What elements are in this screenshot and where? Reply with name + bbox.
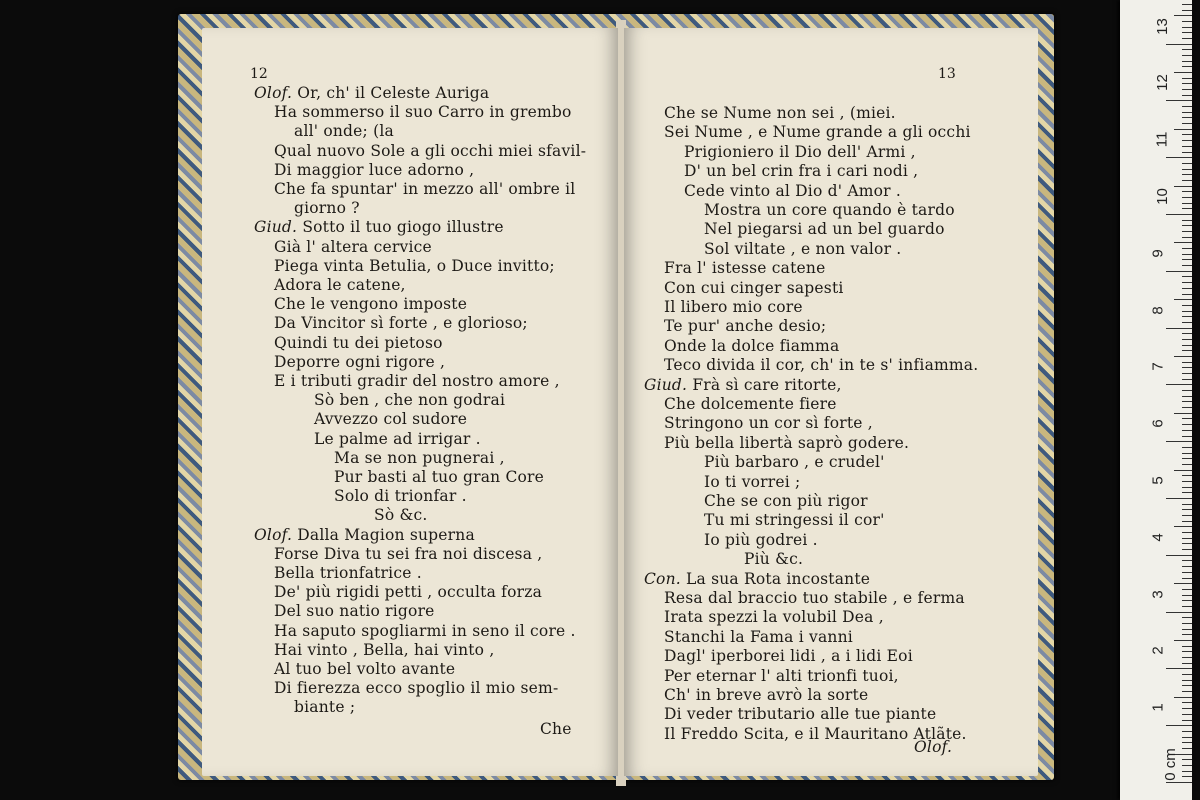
verse-text: Quindi tu dei pietoso xyxy=(274,333,443,352)
verse-text: Hai vinto , Bella, hai vinto , xyxy=(274,640,495,659)
ruler-tick xyxy=(1174,356,1192,357)
ruler-tick xyxy=(1166,384,1192,385)
ruler-tick xyxy=(1182,169,1192,170)
verse-text: Il Freddo Scita, e il Mauritano Atlãte. xyxy=(664,724,967,743)
ruler-tick xyxy=(1182,708,1192,709)
ruler-tick xyxy=(1182,123,1192,124)
ruler-tick xyxy=(1182,38,1192,39)
ruler-tick xyxy=(1166,157,1192,158)
text-line xyxy=(294,122,394,141)
ruler-tick xyxy=(1182,771,1192,772)
ruler-tick xyxy=(1182,600,1192,601)
ruler-tick xyxy=(1182,776,1192,777)
verse-text: Bella trionfatrice . xyxy=(274,564,422,582)
text-line xyxy=(334,468,544,487)
ruler-tick xyxy=(1182,691,1192,692)
ruler-tick xyxy=(1174,186,1192,187)
left-page xyxy=(202,28,618,776)
ruler-tick xyxy=(1174,470,1192,471)
ruler-tick xyxy=(1182,589,1192,590)
text-line xyxy=(644,376,842,395)
text-line xyxy=(664,279,844,298)
ruler-tick xyxy=(1166,555,1192,556)
text-line xyxy=(274,257,555,276)
text-line xyxy=(664,589,965,608)
catchword: Che xyxy=(540,720,572,738)
ruler-tick xyxy=(1182,464,1192,465)
ruler-tick xyxy=(1182,549,1192,550)
ruler-tick xyxy=(1182,685,1192,686)
ruler-label: 13 xyxy=(1153,17,1171,35)
ruler-label: 3 xyxy=(1149,589,1167,599)
ruler-tick xyxy=(1182,487,1192,488)
ruler-tick xyxy=(1182,407,1192,408)
ruler-tick xyxy=(1182,4,1192,5)
verse-text: Piega vinta Betulia, o Duce invitto; xyxy=(274,256,555,275)
text-line xyxy=(274,622,576,641)
ruler-tick xyxy=(1182,595,1192,596)
ruler-tick xyxy=(1174,583,1192,584)
ruler-tick xyxy=(1174,413,1192,414)
ruler-tick xyxy=(1182,316,1192,317)
ruler-tick xyxy=(1182,663,1192,664)
ruler-tick xyxy=(1182,424,1192,425)
measuring-ruler xyxy=(1120,0,1192,800)
text-line xyxy=(314,410,467,429)
text-line xyxy=(334,449,505,468)
verse-text: Nel piegarsi ad un bel guardo xyxy=(704,220,945,239)
text-line xyxy=(704,511,885,530)
ruler-tick xyxy=(1182,674,1192,675)
ruler-label: 1 xyxy=(1149,703,1167,712)
ruler-tick xyxy=(1182,333,1192,334)
verse-text: Adora le catene, xyxy=(274,276,406,294)
text-line xyxy=(704,201,955,220)
text-line xyxy=(704,453,885,472)
verse-text: Stringono un cor sì forte , xyxy=(664,414,873,433)
ruler-tick xyxy=(1166,725,1192,726)
ruler-tick xyxy=(1182,220,1192,221)
ruler-tick xyxy=(1166,100,1192,101)
verse-text: Che fa spuntar' in mezzo all' ombre il xyxy=(274,180,576,198)
ruler-tick xyxy=(1166,498,1192,499)
ruler-label: 5 xyxy=(1149,476,1167,485)
verse-text: D' un bel crin fra i cari nodi , xyxy=(684,162,919,181)
speaker-name: Giud. xyxy=(254,218,303,237)
verse-text: Che dolcemente fiere xyxy=(664,395,837,413)
verse-text: Cede vinto al Dio d' Amor . xyxy=(684,181,902,200)
ruler-tick xyxy=(1182,32,1192,33)
text-line xyxy=(274,334,443,353)
ruler-tick xyxy=(1166,44,1192,45)
ruler-tick xyxy=(1182,390,1192,391)
ruler-tick xyxy=(1182,379,1192,380)
ruler-tick xyxy=(1182,339,1192,340)
ruler-tick xyxy=(1182,55,1192,56)
verse-text: Le palme ad irrigar . xyxy=(314,429,481,448)
ruler-tick xyxy=(1182,237,1192,238)
ruler-tick xyxy=(1182,759,1192,760)
verse-text: Teco divida il cor, ch' in te s' infiamma. xyxy=(664,356,979,375)
ruler-label: 0 cm xyxy=(1161,748,1179,781)
ruler-tick xyxy=(1182,362,1192,363)
ruler-tick xyxy=(1182,66,1192,67)
ruler-tick xyxy=(1182,578,1192,579)
verse-text: Onde la dolce fiamma xyxy=(664,336,840,355)
ruler-label: 8 xyxy=(1149,305,1167,315)
ruler-tick xyxy=(1182,203,1192,204)
ruler-label: 4 xyxy=(1149,533,1167,542)
text-line xyxy=(314,391,505,410)
ruler-tick xyxy=(1182,61,1192,62)
verse-text: Sotto il tuo giogo illustre xyxy=(302,218,504,237)
ruler-tick xyxy=(1174,15,1192,16)
text-line xyxy=(664,317,826,336)
verse-text: Del suo natio rigore xyxy=(274,602,435,621)
text-line xyxy=(664,434,909,453)
ruler-tick xyxy=(1182,606,1192,607)
verse-text: Che se Nume non sei , (miei. xyxy=(664,104,896,122)
ruler-tick xyxy=(1182,10,1192,11)
text-line xyxy=(274,679,558,698)
ruler-tick xyxy=(1182,95,1192,96)
ruler-tick xyxy=(1182,282,1192,283)
ruler-tick xyxy=(1182,265,1192,266)
ruler-tick xyxy=(1182,702,1192,703)
verse-text: Dalla Magion superna xyxy=(297,525,475,544)
text-line xyxy=(274,142,586,161)
right-page xyxy=(624,28,1038,776)
text-line xyxy=(744,550,803,569)
text-line xyxy=(684,143,916,162)
verse-text: Dagl' iperborei lidi , a i lidi Eoi xyxy=(664,647,913,666)
speaker-name: Olof. xyxy=(254,84,298,102)
text-line xyxy=(274,295,467,314)
ruler-tick xyxy=(1182,134,1192,135)
text-line xyxy=(274,545,542,564)
text-line xyxy=(274,161,474,180)
ruler-tick xyxy=(1182,197,1192,198)
text-line xyxy=(254,526,475,545)
ruler-tick xyxy=(1182,492,1192,493)
text-line xyxy=(664,414,873,433)
ruler-tick xyxy=(1182,396,1192,397)
verse-text: Ha sommerso il suo Carro in grembo xyxy=(274,103,572,122)
ruler-tick xyxy=(1182,430,1192,431)
ruler-tick xyxy=(1182,634,1192,635)
ruler-tick xyxy=(1182,152,1192,153)
ruler-tick xyxy=(1182,208,1192,209)
text-line xyxy=(274,660,455,679)
verse-text: Deporre ogni rigore , xyxy=(274,352,446,371)
ruler-tick xyxy=(1182,311,1192,312)
verse-text: E i tributi gradir del nostro amore , xyxy=(274,372,560,390)
ruler-tick xyxy=(1182,447,1192,448)
ruler-tick xyxy=(1182,521,1192,522)
ruler-label: 12 xyxy=(1153,74,1171,92)
ruler-tick xyxy=(1182,657,1192,658)
text-line xyxy=(274,276,406,295)
page-number: 13 xyxy=(938,66,956,82)
text-line xyxy=(254,218,504,237)
ruler-tick xyxy=(1182,146,1192,147)
verse-text: Or, ch' il Celeste Auriga xyxy=(297,84,490,102)
verse-text: Per eternar l' alti trionfi tuoi, xyxy=(664,666,899,685)
ruler-tick xyxy=(1182,475,1192,476)
ruler-tick xyxy=(1182,89,1192,90)
ruler-tick xyxy=(1174,299,1192,300)
text-line xyxy=(294,698,355,717)
text-line xyxy=(664,705,936,724)
ruler-tick xyxy=(1182,276,1192,277)
speaker-name: Con. xyxy=(644,569,687,588)
verse-text: Ma se non pugnerai , xyxy=(334,448,505,467)
ruler-tick xyxy=(1182,350,1192,351)
ruler-tick xyxy=(1182,367,1192,368)
ruler-tick xyxy=(1182,305,1192,306)
verse-text: Il libero mio core xyxy=(664,298,803,316)
ruler-tick xyxy=(1182,566,1192,567)
ruler-tick xyxy=(1182,560,1192,561)
ruler-tick xyxy=(1182,629,1192,630)
text-line xyxy=(274,314,528,333)
verse-text: Più barbaro , e crudel' xyxy=(704,453,885,472)
ruler-label: 6 xyxy=(1149,419,1167,428)
ruler-tick xyxy=(1166,441,1192,442)
ruler-tick xyxy=(1182,617,1192,618)
ruler-tick xyxy=(1182,83,1192,84)
ruler-tick xyxy=(1182,78,1192,79)
verse-text: Più bella libertà saprò godere. xyxy=(664,433,910,452)
ruler-tick xyxy=(1182,458,1192,459)
ruler-tick xyxy=(1182,225,1192,226)
ruler-label: 9 xyxy=(1149,249,1167,258)
text-line xyxy=(274,353,445,372)
text-line xyxy=(314,430,481,449)
ruler-tick xyxy=(1182,174,1192,175)
verse-text: giorno ? xyxy=(294,199,360,218)
verse-text: Sol viltate , e non valor . xyxy=(704,239,902,258)
ruler-tick xyxy=(1182,748,1192,749)
ruler-label: 2 xyxy=(1149,646,1167,656)
ruler-tick xyxy=(1182,714,1192,715)
ruler-tick xyxy=(1182,731,1192,732)
ruler-tick xyxy=(1166,668,1192,669)
page-number: 12 xyxy=(250,66,268,82)
ruler-tick xyxy=(1182,532,1192,533)
verse-text: Che le vengono imposte xyxy=(274,295,468,314)
verse-text: Pur basti al tuo gran Core xyxy=(334,468,545,486)
text-line xyxy=(274,103,572,122)
verse-text: biante ; xyxy=(294,698,356,717)
text-line xyxy=(704,240,901,259)
ruler-tick xyxy=(1182,259,1192,260)
verse-text: Fra l' istesse catene xyxy=(664,259,826,278)
ruler-tick xyxy=(1182,21,1192,22)
ruler-tick xyxy=(1182,543,1192,544)
text-line xyxy=(664,259,825,278)
verse-text: Qual nuovo Sole a gli occhi miei sfavil- xyxy=(274,141,587,160)
text-line xyxy=(704,220,945,239)
ruler-tick xyxy=(1182,765,1192,766)
text-line xyxy=(274,238,432,257)
verse-text: Resa dal braccio tuo stabile , e ferma xyxy=(664,589,965,607)
ruler-tick xyxy=(1182,504,1192,505)
ruler-tick xyxy=(1182,538,1192,539)
verse-text: Avvezzo col sudore xyxy=(314,410,468,429)
text-line xyxy=(664,298,803,317)
text-line xyxy=(664,337,839,356)
ruler-tick xyxy=(1182,191,1192,192)
ruler-tick xyxy=(1182,572,1192,573)
ruler-tick xyxy=(1182,720,1192,721)
verse-text: Irata spezzi la volubil Dea , xyxy=(664,608,884,627)
ruler-tick xyxy=(1182,509,1192,510)
text-line xyxy=(274,641,494,660)
ruler-tick xyxy=(1166,271,1192,272)
text-line xyxy=(664,628,853,647)
verse-text: Che se con più rigor xyxy=(704,492,868,510)
verse-text: Te pur' anche desio; xyxy=(664,317,827,336)
ruler-tick xyxy=(1182,453,1192,454)
ruler-tick xyxy=(1182,140,1192,141)
text-line xyxy=(294,199,360,218)
ruler-tick xyxy=(1182,401,1192,402)
text-line xyxy=(704,531,818,550)
ruler-tick xyxy=(1182,294,1192,295)
ruler-tick xyxy=(1182,373,1192,374)
ruler-tick xyxy=(1174,526,1192,527)
ruler-tick xyxy=(1182,623,1192,624)
verse-text: Stanchi la Fama i vanni xyxy=(664,627,853,646)
ruler-tick xyxy=(1174,640,1192,641)
text-line xyxy=(254,84,489,103)
verse-text: Sò ben , che non godrai xyxy=(314,391,506,410)
text-line xyxy=(274,583,542,602)
verse-text: Con cui cinger sapesti xyxy=(664,278,844,297)
ruler-tick xyxy=(1182,322,1192,323)
ruler-tick xyxy=(1174,72,1192,73)
verse-text: Sei Nume , e Nume grande a gli occhi xyxy=(664,123,971,142)
verse-text: Da Vincitor sì forte , e glorioso; xyxy=(274,314,528,333)
catchword: Olof. xyxy=(914,738,953,756)
ruler-tick xyxy=(1182,231,1192,232)
ruler-tick xyxy=(1166,612,1192,613)
verse-text: Forse Diva tu sei fra noi discesa , xyxy=(274,544,543,563)
ruler-tick xyxy=(1182,288,1192,289)
ruler-tick xyxy=(1166,328,1192,329)
ruler-tick xyxy=(1166,782,1192,783)
ruler-tick xyxy=(1182,180,1192,181)
text-line xyxy=(664,123,971,142)
ruler-tick xyxy=(1174,697,1192,698)
text-line xyxy=(684,182,901,201)
text-line xyxy=(664,104,896,123)
text-line xyxy=(374,506,427,525)
ruler-tick xyxy=(1182,163,1192,164)
verse-text: Io più godrei . xyxy=(704,530,818,549)
speaker-name: Giud. xyxy=(644,375,693,394)
verse-text: Ha saputo spogliarmi in seno il core . xyxy=(274,621,576,640)
ruler-tick xyxy=(1182,248,1192,249)
verse-text: Ch' in breve avrò la sorte xyxy=(664,686,869,704)
ruler-tick xyxy=(1182,651,1192,652)
verse-text: Di maggior luce adorno , xyxy=(274,160,475,179)
ruler-tick xyxy=(1182,515,1192,516)
ruler-tick xyxy=(1174,242,1192,243)
verse-text: Tu mi stringessi il cor' xyxy=(704,511,885,530)
text-line xyxy=(664,356,978,375)
text-line xyxy=(644,570,870,589)
verse-text: Più &c. xyxy=(744,550,804,569)
ruler-tick xyxy=(1182,418,1192,419)
ruler-label: 11 xyxy=(1153,131,1171,148)
verse-text: Io ti vorrei ; xyxy=(704,472,801,491)
ruler-tick xyxy=(1182,345,1192,346)
ruler-label: 7 xyxy=(1149,362,1167,372)
verse-text: De' più rigidi petti , occulta forza xyxy=(274,583,543,602)
text-line xyxy=(664,608,884,627)
ruler-tick xyxy=(1174,129,1192,130)
ruler-tick xyxy=(1182,742,1192,743)
ruler-tick xyxy=(1182,117,1192,118)
text-line xyxy=(274,564,422,583)
text-line xyxy=(274,180,575,199)
ruler-tick xyxy=(1182,27,1192,28)
verse-text: Di veder tributario alle tue piante xyxy=(664,705,937,724)
ruler-tick xyxy=(1182,106,1192,107)
ruler-tick xyxy=(1166,214,1192,215)
text-line xyxy=(704,473,800,492)
ruler-tick xyxy=(1182,436,1192,437)
verse-text: Già l' altera cervice xyxy=(274,237,432,256)
verse-text: Sò &c. xyxy=(374,506,428,525)
ruler-tick xyxy=(1182,481,1192,482)
verse-text: La sua Rota incostante xyxy=(686,569,871,588)
ruler-tick xyxy=(1182,112,1192,113)
text-line xyxy=(664,395,837,414)
verse-text: Di fierezza ecco spoglio il mio sem- xyxy=(274,679,559,698)
text-line xyxy=(274,602,435,621)
text-line xyxy=(274,372,560,391)
verse-text: Mostra un core quando è tardo xyxy=(704,201,955,219)
ruler-tick xyxy=(1182,737,1192,738)
verse-text: Al tuo bel volto avante xyxy=(274,660,456,678)
text-line xyxy=(664,667,899,686)
ruler-tick xyxy=(1182,680,1192,681)
ruler-tick xyxy=(1182,646,1192,647)
ruler-label: 10 xyxy=(1153,188,1171,205)
text-line xyxy=(664,686,868,705)
text-line xyxy=(664,647,913,666)
speaker-name: Olof. xyxy=(254,525,298,544)
ruler-tick xyxy=(1182,254,1192,255)
verse-text: Prigioniero il Dio dell' Armi , xyxy=(684,142,916,161)
text-line xyxy=(334,487,467,506)
text-line xyxy=(684,162,918,181)
verse-text: Frà sì care ritorte, xyxy=(692,375,842,394)
verse-text: all' onde; (la xyxy=(294,122,394,141)
verse-text: Solo di trionfar . xyxy=(334,487,467,506)
text-line xyxy=(704,492,868,511)
book-binding xyxy=(178,14,1054,780)
ruler-tick xyxy=(1182,49,1192,50)
